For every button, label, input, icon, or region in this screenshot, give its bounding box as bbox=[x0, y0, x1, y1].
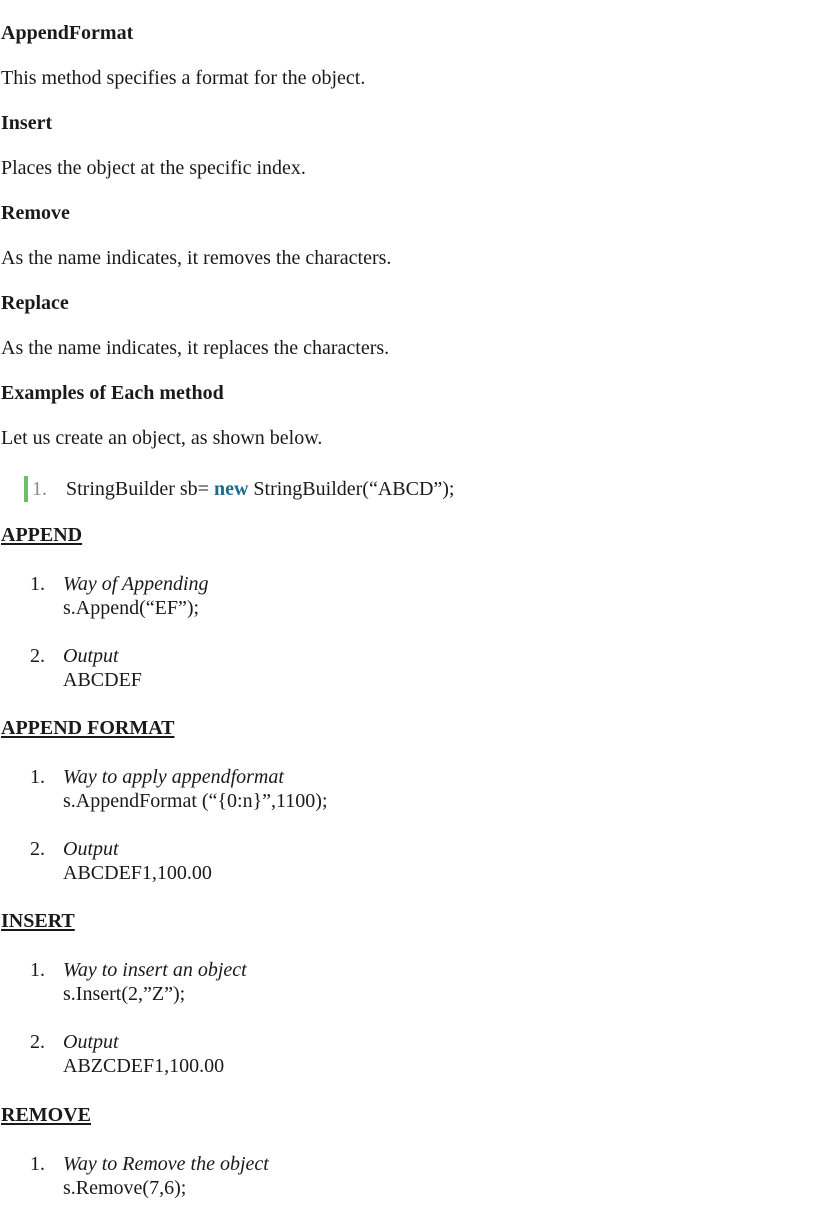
list-label: Way to Remove the object bbox=[63, 1153, 269, 1175]
list-number: 2. bbox=[30, 838, 45, 860]
section-append-heading: APPEND bbox=[1, 524, 83, 546]
list-label: Output bbox=[63, 645, 119, 667]
list-code: ABZCDEF1,100.00 bbox=[63, 1055, 225, 1077]
insert-description: Places the object at the specific index. bbox=[1, 157, 306, 179]
list-item bbox=[30, 765, 328, 813]
remove-description: As the name indicates, it removes the characters. bbox=[1, 247, 392, 269]
list-code: s.Insert(2,”Z”); bbox=[63, 983, 186, 1005]
section-append-format-heading: APPEND FORMAT bbox=[1, 717, 175, 739]
list-code: ABCDEF bbox=[63, 669, 142, 691]
appendformat-description: This method specifies a format for the object. bbox=[1, 67, 366, 89]
list-number: 1. bbox=[30, 766, 45, 788]
list-label: Output bbox=[63, 838, 119, 860]
heading-appendformat: AppendFormat bbox=[1, 22, 134, 44]
list-number: 2. bbox=[30, 1031, 45, 1053]
list-number: 1. bbox=[30, 959, 45, 981]
code-gutter-bar bbox=[24, 476, 28, 502]
list-number: 1. bbox=[30, 573, 45, 595]
code-keyword: new bbox=[213, 477, 249, 500]
list-number: 2. bbox=[30, 645, 45, 667]
list-code: s.Append(“EF”); bbox=[63, 597, 200, 619]
list-code: s.AppendFormat (“{0:n}”,1100); bbox=[63, 790, 328, 812]
list-label: Way to insert an object bbox=[63, 959, 247, 981]
list-label: Way of Appending bbox=[63, 573, 209, 595]
list-item bbox=[30, 572, 209, 620]
code-line-number: 1. bbox=[32, 477, 47, 500]
section-remove-heading: REMOVE bbox=[1, 1104, 91, 1126]
list-item bbox=[30, 644, 142, 692]
list-code: s.Remove(7,6); bbox=[63, 1177, 187, 1199]
code-sample bbox=[24, 475, 455, 503]
list-label: Output bbox=[63, 1031, 119, 1053]
heading-remove: Remove bbox=[1, 202, 70, 224]
section-insert-heading: INSERT bbox=[1, 910, 75, 932]
list-item bbox=[30, 1030, 224, 1078]
heading-replace: Replace bbox=[1, 292, 69, 314]
code-text-before: StringBuilder sb= bbox=[66, 477, 214, 500]
heading-examples: Examples of Each method bbox=[1, 382, 224, 404]
list-label: Way to apply appendformat bbox=[63, 766, 284, 788]
heading-insert: Insert bbox=[1, 112, 53, 134]
list-item bbox=[30, 958, 247, 1006]
list-number: 1. bbox=[30, 1153, 45, 1175]
list-item bbox=[30, 837, 212, 885]
replace-description: As the name indicates, it replaces the characters. bbox=[1, 337, 390, 359]
list-item bbox=[30, 1152, 269, 1200]
list-code: ABCDEF1,100.00 bbox=[63, 862, 212, 884]
examples-intro: Let us create an object, as shown below. bbox=[1, 427, 323, 449]
code-text-after: StringBuilder(“ABCD”); bbox=[248, 477, 455, 500]
